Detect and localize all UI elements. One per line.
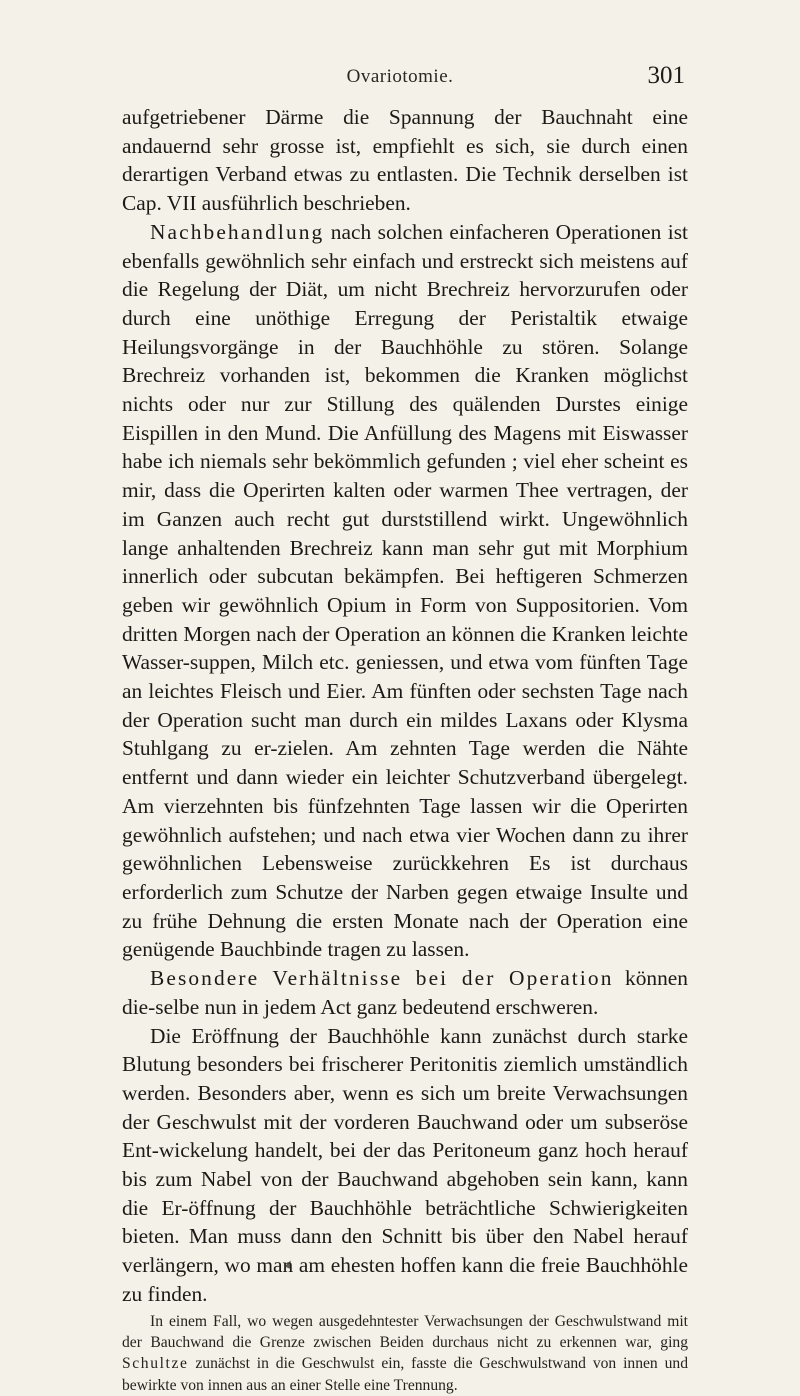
emphasis-besondere-verhaeltnisse: Besondere Verhältnisse bei der Operation <box>150 966 614 991</box>
body-text <box>122 103 688 1396</box>
paragraph-2 <box>122 218 688 964</box>
paragraph-3-text: können die-selbe nun in jedem Act ganz bedeutend erschweren. <box>122 966 688 1019</box>
case-note-text-2: zunächst in die Geschwulst ein, fasste die Geschwulstwand von innen und bewirkte von innen aus an einer Stelle eine Trennung. <box>122 1355 688 1394</box>
emphasis-schultze: Schultze <box>122 1355 189 1373</box>
paragraph-2-text: nach solchen einfacheren Operationen ist ebenfalls gewöhnlich sehr einfach und erstreckt sich meistens auf die Regelung der Diät, um nicht Brechreiz hervorzurufen oder durch eine unöthige Erregung der Peristaltik etwaige Heilungsvorgänge in der Bauchhöhle zu stören. Solange Brechreiz vorhanden ist, bekommen die Kranken möglichst nichts oder nur zur Stillung des quälenden Durstes einige Eispillen in den Mund. Die Anfüllung des Magens mit Eiswasser habe ich niemals sehr bekömmlich gefunden ; viel eher scheint es mir, dass die Operirten kalten oder warmen Thee vertragen, der im Ganzen auch recht gut durststillend wirkt. Ungewöhnlich lange anhaltenden Brechreiz kann man sehr gut mit Morphium innerlich oder subcutan bekämpfen. Bei heftigeren Schmerzen geben wir gewöhnlich Opium in Form von Suppositorien. Vom dritten Morgen nach der Operation an können die Kranken leichte Wasser-suppen, Milch etc. geniessen, und etwa vom fünften Tage an leichtes Fleisch und Eier. Am fünften oder sechsten Tage nach der Operation sucht man durch ein mildes Laxans oder Klysma Stuhlgang zu er-zielen. Am zehnten Tage werden die Nähte entfernt und dann wieder ein leichter Schutzverband übergelegt. Am vierzehnten bis fünfzehnten Tage lassen wir die Operirten gewöhnlich aufstehen; und nach etwa vier Wochen dann zu ihrer gewöhnlichen Lebensweise zurückkehren Es ist durchaus erforderlich zum Schutze der Narben gegen etwaige Insulte und zu frühe Dehnung die ersten Monate nach der Operation eine genügende Bauchbinde tragen zu lassen. <box>122 219 688 962</box>
page-header <box>0 62 800 96</box>
paragraph-1: aufgetriebener Därme die Spannung der Bauchnaht eine andauernd sehr grosse ist, empfiehlt es sich, sie durch einen derartigen Verband etwas zu entlasten. Die Technik derselben ist Cap. VII ausführlich beschrieben. <box>122 105 688 216</box>
case-note-text-1: In einem Fall, wo wegen ausgedehntester Verwachsungen der Geschwulstwand mit der Bauchwand die Grenze zwischen Beiden durchaus nicht zu erkennen war, ging <box>122 1312 688 1351</box>
paragraph-4: Die Eröffnung der Bauchhöhle kann zunächst durch starke Blutung besonders bei frischerer Peritonitis ziemlich umständlich werden. Besonders aber, wenn es sich um breite Verwachsungen der Geschwulst mit der vorderen Bauchwand oder um subseröse Ent-wickelung handelt, bei der das Peritoneum ganz hoch herauf bis zum Nabel von der Bauchwand abgehoben sein kann, kann die Er-öffnung der Bauchhöhle beträchtliche Schwierigkeiten bieten. Man muss dann den Schnitt bis über den Nabel herauf verlängern, wo man am ehesten hoffen kann die freie Bauchhöhle zu finden. <box>122 1023 688 1306</box>
emphasis-nachbehandlung: Nachbehandlung <box>150 219 325 244</box>
page-number: 301 <box>647 62 685 89</box>
running-head: Ovariotomie. <box>346 66 454 87</box>
paragraph-3 <box>122 964 688 1021</box>
case-note <box>122 1311 688 1396</box>
